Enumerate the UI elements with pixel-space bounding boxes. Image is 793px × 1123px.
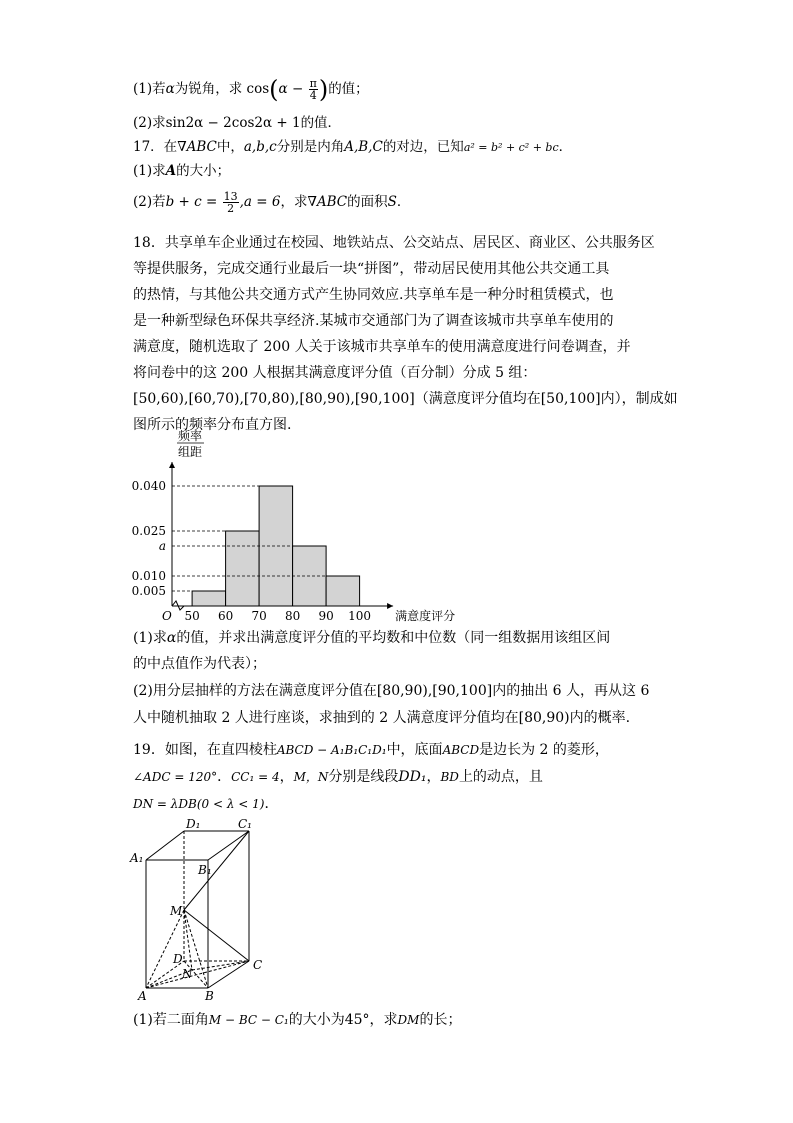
q19-l2-angle: ∠ADC = 120°	[133, 770, 218, 784]
q17-ABC: A,B,C	[344, 139, 383, 155]
q18-line: 满意度，随机选取了 200 人关于该城市共享单车的使用满意度进行问卷调查，并	[133, 339, 631, 355]
q18-line: 18．共享单车企业通过在校园、地铁站点、公交站点、居民区、商业区、公共服务区	[133, 235, 655, 251]
q17-p1-end: 的大小；	[176, 163, 231, 179]
q18-line: 图所示的频率分布直方图.	[133, 417, 292, 433]
q17-mid2: 分别是内角	[276, 139, 345, 155]
q17-end: ．	[558, 139, 573, 155]
q18-sub2-a: (2)用分层抽样的方法在满意度评分值在[80,90),[90,100]内的抽出 6 人，再从这 6	[133, 683, 650, 699]
q19-l3-expr: DN = λDB	[133, 797, 197, 811]
label-A: A	[138, 989, 147, 1003]
q19-l3-end: ．	[264, 796, 279, 812]
label-B1: B₁	[198, 863, 212, 877]
q16-p1-post: 的值；	[328, 81, 369, 97]
y-tick-label: a	[158, 539, 166, 553]
q17-p2-tri: ∇ABC	[307, 194, 348, 210]
q19-l2-f: 上的动点，且	[458, 769, 543, 785]
histogram-bar	[192, 591, 226, 606]
q18-sub1-c: 的中点值作为代表）；	[133, 656, 266, 672]
x-tick-label: 100	[348, 609, 372, 623]
q17-mid3: 的对边，已知	[382, 139, 464, 155]
q19-line2	[133, 767, 543, 787]
y-tick-label: 0.005	[131, 584, 166, 598]
prism-svg	[128, 818, 278, 1008]
q19-l3-range: (0 < λ < 1)	[196, 797, 265, 811]
q17-p2-S: S	[387, 194, 397, 210]
q18-stem	[133, 230, 678, 438]
label-M: M	[170, 904, 183, 918]
q16-p1-a: α	[278, 81, 288, 97]
edge-MC	[184, 910, 249, 961]
q18-line: 是一种新型绿色环保共享经济.某城市交通部门为了调查该城市共享单车使用的	[133, 313, 614, 329]
q18-sub1-a: (1)求	[133, 630, 167, 646]
q17-eq: a² = b² + c² + bc	[463, 141, 559, 154]
q19-l1-b: 中，底面	[386, 742, 443, 758]
q16-p1-mid: 为锐角，求	[174, 81, 243, 97]
q19-l1-base: ABCD	[442, 743, 480, 757]
x-tick-label: 70	[251, 609, 267, 623]
q17-p2-pre: (2)若	[133, 194, 166, 210]
q17-abc: a,b,c	[243, 139, 277, 155]
x-axis-label: 满意度评分	[395, 609, 456, 623]
q19-l1-prism: ABCD − A₁B₁C₁D₁	[276, 743, 387, 757]
q19-line3	[133, 794, 278, 814]
prism-figure	[128, 818, 278, 1012]
q17-head	[133, 137, 572, 158]
q17-p1: (1)求	[133, 163, 166, 179]
q19-l2-cc: CC₁ = 4	[231, 770, 280, 784]
q17-part1	[133, 161, 230, 181]
y-tick-label: 0.025	[131, 524, 166, 538]
origin-label: O	[162, 609, 172, 623]
q19-sub1-d: 的长；	[419, 1012, 462, 1028]
q16-p2-post: 的值．	[300, 115, 342, 131]
q18-line: [50,60),[60,70),[70,80),[80,90),[90,100]（满意度评分值均在[50,100]内），制成如	[133, 391, 678, 407]
edge-A1D1	[146, 831, 184, 860]
q19-l2-c: ，	[279, 769, 294, 785]
q17-p2-end: ．	[396, 194, 411, 210]
q19-l2-MN: M，N	[293, 770, 329, 784]
label-D: D	[173, 952, 183, 966]
q19-l2-DD: DD₁	[398, 769, 427, 785]
q17-p2-mid2: 的面积	[347, 194, 388, 210]
q19-sub1-a: (1)若二面角	[133, 1012, 209, 1028]
q19-sub1-DM: DM	[397, 1013, 420, 1027]
q18-sub1b	[133, 654, 266, 674]
q18-line: 将问卷中的这 200 人根据其满意度评分值（百分制）分成 5 组：	[133, 365, 537, 381]
q19-line1	[133, 740, 609, 760]
edge-MA	[146, 910, 184, 988]
x-tick-label: 90	[318, 609, 334, 623]
q17-p1-A: A	[165, 163, 177, 179]
q17-p2-a: ,a = 6	[239, 194, 281, 210]
q16-p1-alpha: α	[165, 81, 175, 97]
q19-l2-d: 分别是线段	[328, 769, 399, 785]
q18-sub1a	[133, 628, 610, 648]
q17-p2-frac: $\frac{13}{2}$	[223, 190, 238, 215]
q17-p2-bc: b + c =	[165, 194, 222, 210]
q16-p1-minus: −	[287, 81, 308, 97]
y-label-denominator: 组距	[178, 445, 203, 459]
q17-mid: 中，	[216, 139, 244, 155]
q19-l1-a: 19．如图，在直四棱柱	[133, 742, 277, 758]
q18-sub1-alpha: α	[166, 630, 177, 646]
x-tick-label: 50	[184, 609, 200, 623]
edge-AC	[146, 961, 249, 988]
q18-line: 的热情，与其他公共交通方式产生协同效应.共享单车是一种分时租赁模式，也	[133, 287, 614, 303]
q19-l2-e: ，	[426, 769, 441, 785]
histogram-svg	[128, 428, 468, 628]
q17-tri: ∇ABC	[177, 139, 217, 155]
label-C1: C₁	[238, 818, 252, 831]
histogram-bar	[326, 576, 360, 606]
q19-sub1-deg: 45°	[344, 1012, 370, 1028]
label-D1: D₁	[186, 818, 201, 831]
q16-p1-cos: cos	[246, 81, 270, 97]
q19-sub1-expr: M − BC − C₁	[208, 1013, 289, 1027]
q16-p2-expr: sin2α − 2cos2α + 1	[165, 115, 301, 131]
label-C: C	[253, 958, 263, 972]
q19-l2-BD: BD	[440, 770, 459, 784]
histogram-bar	[226, 531, 260, 606]
q16-part1: (1)若α为锐角，求 cos(α − $\frac{\pi}{4}$ )的值；	[133, 75, 369, 104]
x-axis-arrow	[387, 603, 393, 609]
q17-num: 17．在	[133, 139, 178, 155]
q16-part2	[133, 113, 341, 133]
q18-line: 等提供服务，完成交通行业最后一块“拼图”，带动居民使用其他公共交通工具	[133, 261, 610, 277]
label-B: B	[205, 989, 214, 1003]
q16-p2-pre: (2)求	[133, 115, 166, 131]
y-tick-label: 0.040	[131, 479, 166, 493]
q19-sub1-c: ，求	[369, 1012, 398, 1028]
x-tick-label: 60	[217, 609, 234, 623]
q18-sub1-b: 的值，并求出满意度评分值的平均数和中位数（同一组数据用该组区间	[176, 630, 611, 646]
y-label-numerator: 频率	[178, 429, 203, 443]
q18-sub2-b: 人中随机抽取 2 人进行座谈，求抽到的 2 人满意度评分值均在[80,90)内的概率.	[133, 710, 631, 726]
q19-sub1	[133, 1010, 461, 1030]
q16-p1-frac: $\frac{\pi}{4}$	[309, 77, 317, 102]
q16-p1-pre: (1)若	[133, 81, 166, 97]
label-N: N	[182, 967, 193, 981]
q19-l2-b: ．	[217, 769, 232, 785]
q19-sub1-b: 的大小为	[288, 1012, 345, 1028]
q18-sub2a	[133, 681, 649, 701]
q17-p2-mid: ，求	[280, 194, 308, 210]
edge-BC	[208, 961, 249, 988]
y-axis-arrow	[169, 462, 175, 468]
histogram	[128, 428, 468, 632]
y-tick-label: 0.010	[131, 569, 166, 583]
q18-sub2b	[133, 708, 630, 728]
label-A1: A₁	[130, 851, 144, 865]
x-tick-label: 80	[284, 609, 301, 623]
q19-l1-c: 是边长为 2 的菱形，	[479, 742, 609, 758]
edge-MC1	[184, 831, 249, 910]
q17-part2	[133, 191, 410, 214]
